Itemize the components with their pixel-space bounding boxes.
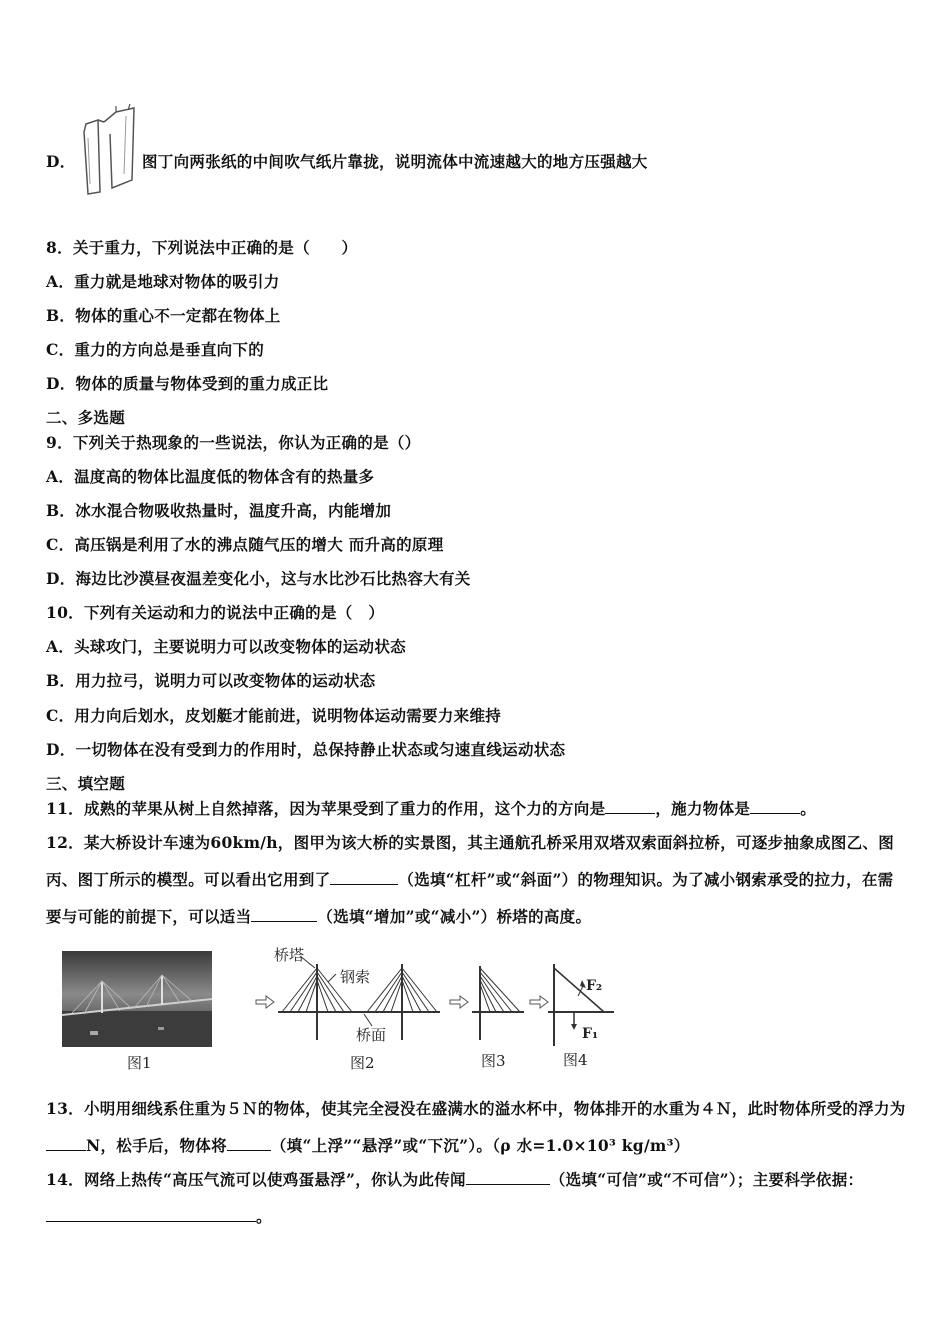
q12 <box>46 824 908 935</box>
label-f2: F₂ <box>586 978 603 994</box>
q13-text-1: 13．小明用细线系住重为５Ｎ的物体，使其完全浸没在盛满水的溢水杯中，物体排开的水重为４Ｎ，此时物体所受的浮力为 <box>46 1099 906 1118</box>
q14-text-2: （选填“可信”或“不可信”）；主要科学依据： <box>549 1170 864 1189</box>
q11-blank-direction[interactable] <box>605 799 655 814</box>
q13-blank-buoyancy[interactable] <box>46 1136 86 1151</box>
q7-option-d <box>46 150 648 172</box>
q11-text-2: ，施力物体是 <box>655 799 751 818</box>
q11-blank-source[interactable] <box>750 799 800 814</box>
q13-text-2: N，松手后，物体将 <box>86 1136 227 1155</box>
q14-text-1: 14．网络上热传“高压气流可以使鸡蛋悬浮”，你认为此传闻 <box>46 1170 466 1189</box>
q8-option-d: D．物体的质量与物体受到的重力成正比 <box>46 374 329 393</box>
q10-option-c: C．用力向后划水，皮划艇才能前进，说明物体运动需要力来维持 <box>46 706 502 725</box>
figure-1-caption: 图1 <box>127 1054 152 1072</box>
q12-text-2: （选填“杠杆”或“斜面”）的物理知识。为了减小钢索承受的拉力，在需要与可能的前提下，可以适当 <box>46 870 894 926</box>
q9-stem: 9．下列关于热现象的一些说法，你认为正确的是（） <box>46 433 421 452</box>
q10-stem: 10．下列有关运动和力的说法中正确的是（ ） <box>46 603 385 622</box>
q11-text-3: 。 <box>800 799 816 818</box>
q9-option-d: D．海边比沙漠昼夜温差变化小，这与水比沙石比热容大有关 <box>46 569 471 588</box>
figure-4-caption: 图4 <box>563 1051 588 1069</box>
q7-option-d-label: D． <box>46 152 76 171</box>
q13-blank-motion[interactable] <box>227 1136 271 1151</box>
q14-blank-credible[interactable] <box>466 1170 550 1185</box>
paper-blowing-figure <box>76 104 142 196</box>
q10-option-d: D．一切物体在没有受到力的作用时，总保持静止状态或匀速直线运动状态 <box>46 740 566 759</box>
label-cable: 钢索 <box>340 968 371 986</box>
q14 <box>46 1161 908 1235</box>
section-fill-blank: 三、填空题 <box>46 774 126 793</box>
q14-blank-basis[interactable] <box>46 1207 256 1222</box>
q11 <box>46 797 816 819</box>
q14-text-3: 。 <box>256 1207 272 1226</box>
section-multi-choice: 二、多选题 <box>46 408 126 427</box>
q8-option-a: A．重力就是地球对物体的吸引力 <box>46 272 280 291</box>
q9-option-c: C．高压锅是利用了水的沸点随气压的增大 而升高的原理 <box>46 535 444 554</box>
label-tower: 桥塔 <box>274 946 305 964</box>
figure-2-caption: 图2 <box>350 1054 375 1072</box>
q12-text-1: 12．某大桥设计车速为60km/h，图甲为该大桥的实景图，其主通航孔桥采用双塔双索面斜拉桥，可逐步抽象成图乙、图丙、图丁所示的模型。可以看出它用到了 <box>46 833 895 889</box>
force-diagram-figure <box>528 960 618 1052</box>
q12-text-3: （选填“增加”或“减小”）桥塔的高度。 <box>317 907 592 926</box>
q13-text-3: （填“上浮”“悬浮”或“下沉”）。（ρ 水=1.0×10³ kg/m³） <box>270 1136 690 1155</box>
q9-option-a: A．温度高的物体比温度低的物体含有的热量多 <box>46 467 375 486</box>
bridge-photo <box>62 951 212 1047</box>
bridge-model-figure <box>252 942 442 1050</box>
q7-option-d-text: 图丁向两张纸的中间吹气纸片靠拢，说明流体中流速越大的地方压强越大 <box>142 152 648 171</box>
single-tower-figure <box>448 962 528 1050</box>
label-deck: 桥面 <box>356 1026 387 1044</box>
q10-option-b: B．用力拉弓，说明力可以改变物体的运动状态 <box>46 671 376 690</box>
q8-stem: 8．关于重力，下列说法中正确的是（ ） <box>46 238 358 257</box>
q8-option-b: B．物体的重心不一定都在物体上 <box>46 306 281 325</box>
figure-3-caption: 图3 <box>481 1052 506 1070</box>
q8-option-c: C．重力的方向总是垂直向下的 <box>46 340 265 359</box>
q10-option-a: A．头球攻门，主要说明力可以改变物体的运动状态 <box>46 637 406 656</box>
q11-text-1: 11．成熟的苹果从树上自然掉落，因为苹果受到了重力的作用，这个力的方向是 <box>46 799 606 818</box>
q12-blank-knowledge[interactable] <box>330 870 398 885</box>
label-f1: F₁ <box>582 1026 599 1042</box>
q9-option-b: B．冰水混合物吸收热量时，温度升高，内能增加 <box>46 501 392 520</box>
q13 <box>46 1090 908 1164</box>
q12-blank-height[interactable] <box>251 907 317 922</box>
